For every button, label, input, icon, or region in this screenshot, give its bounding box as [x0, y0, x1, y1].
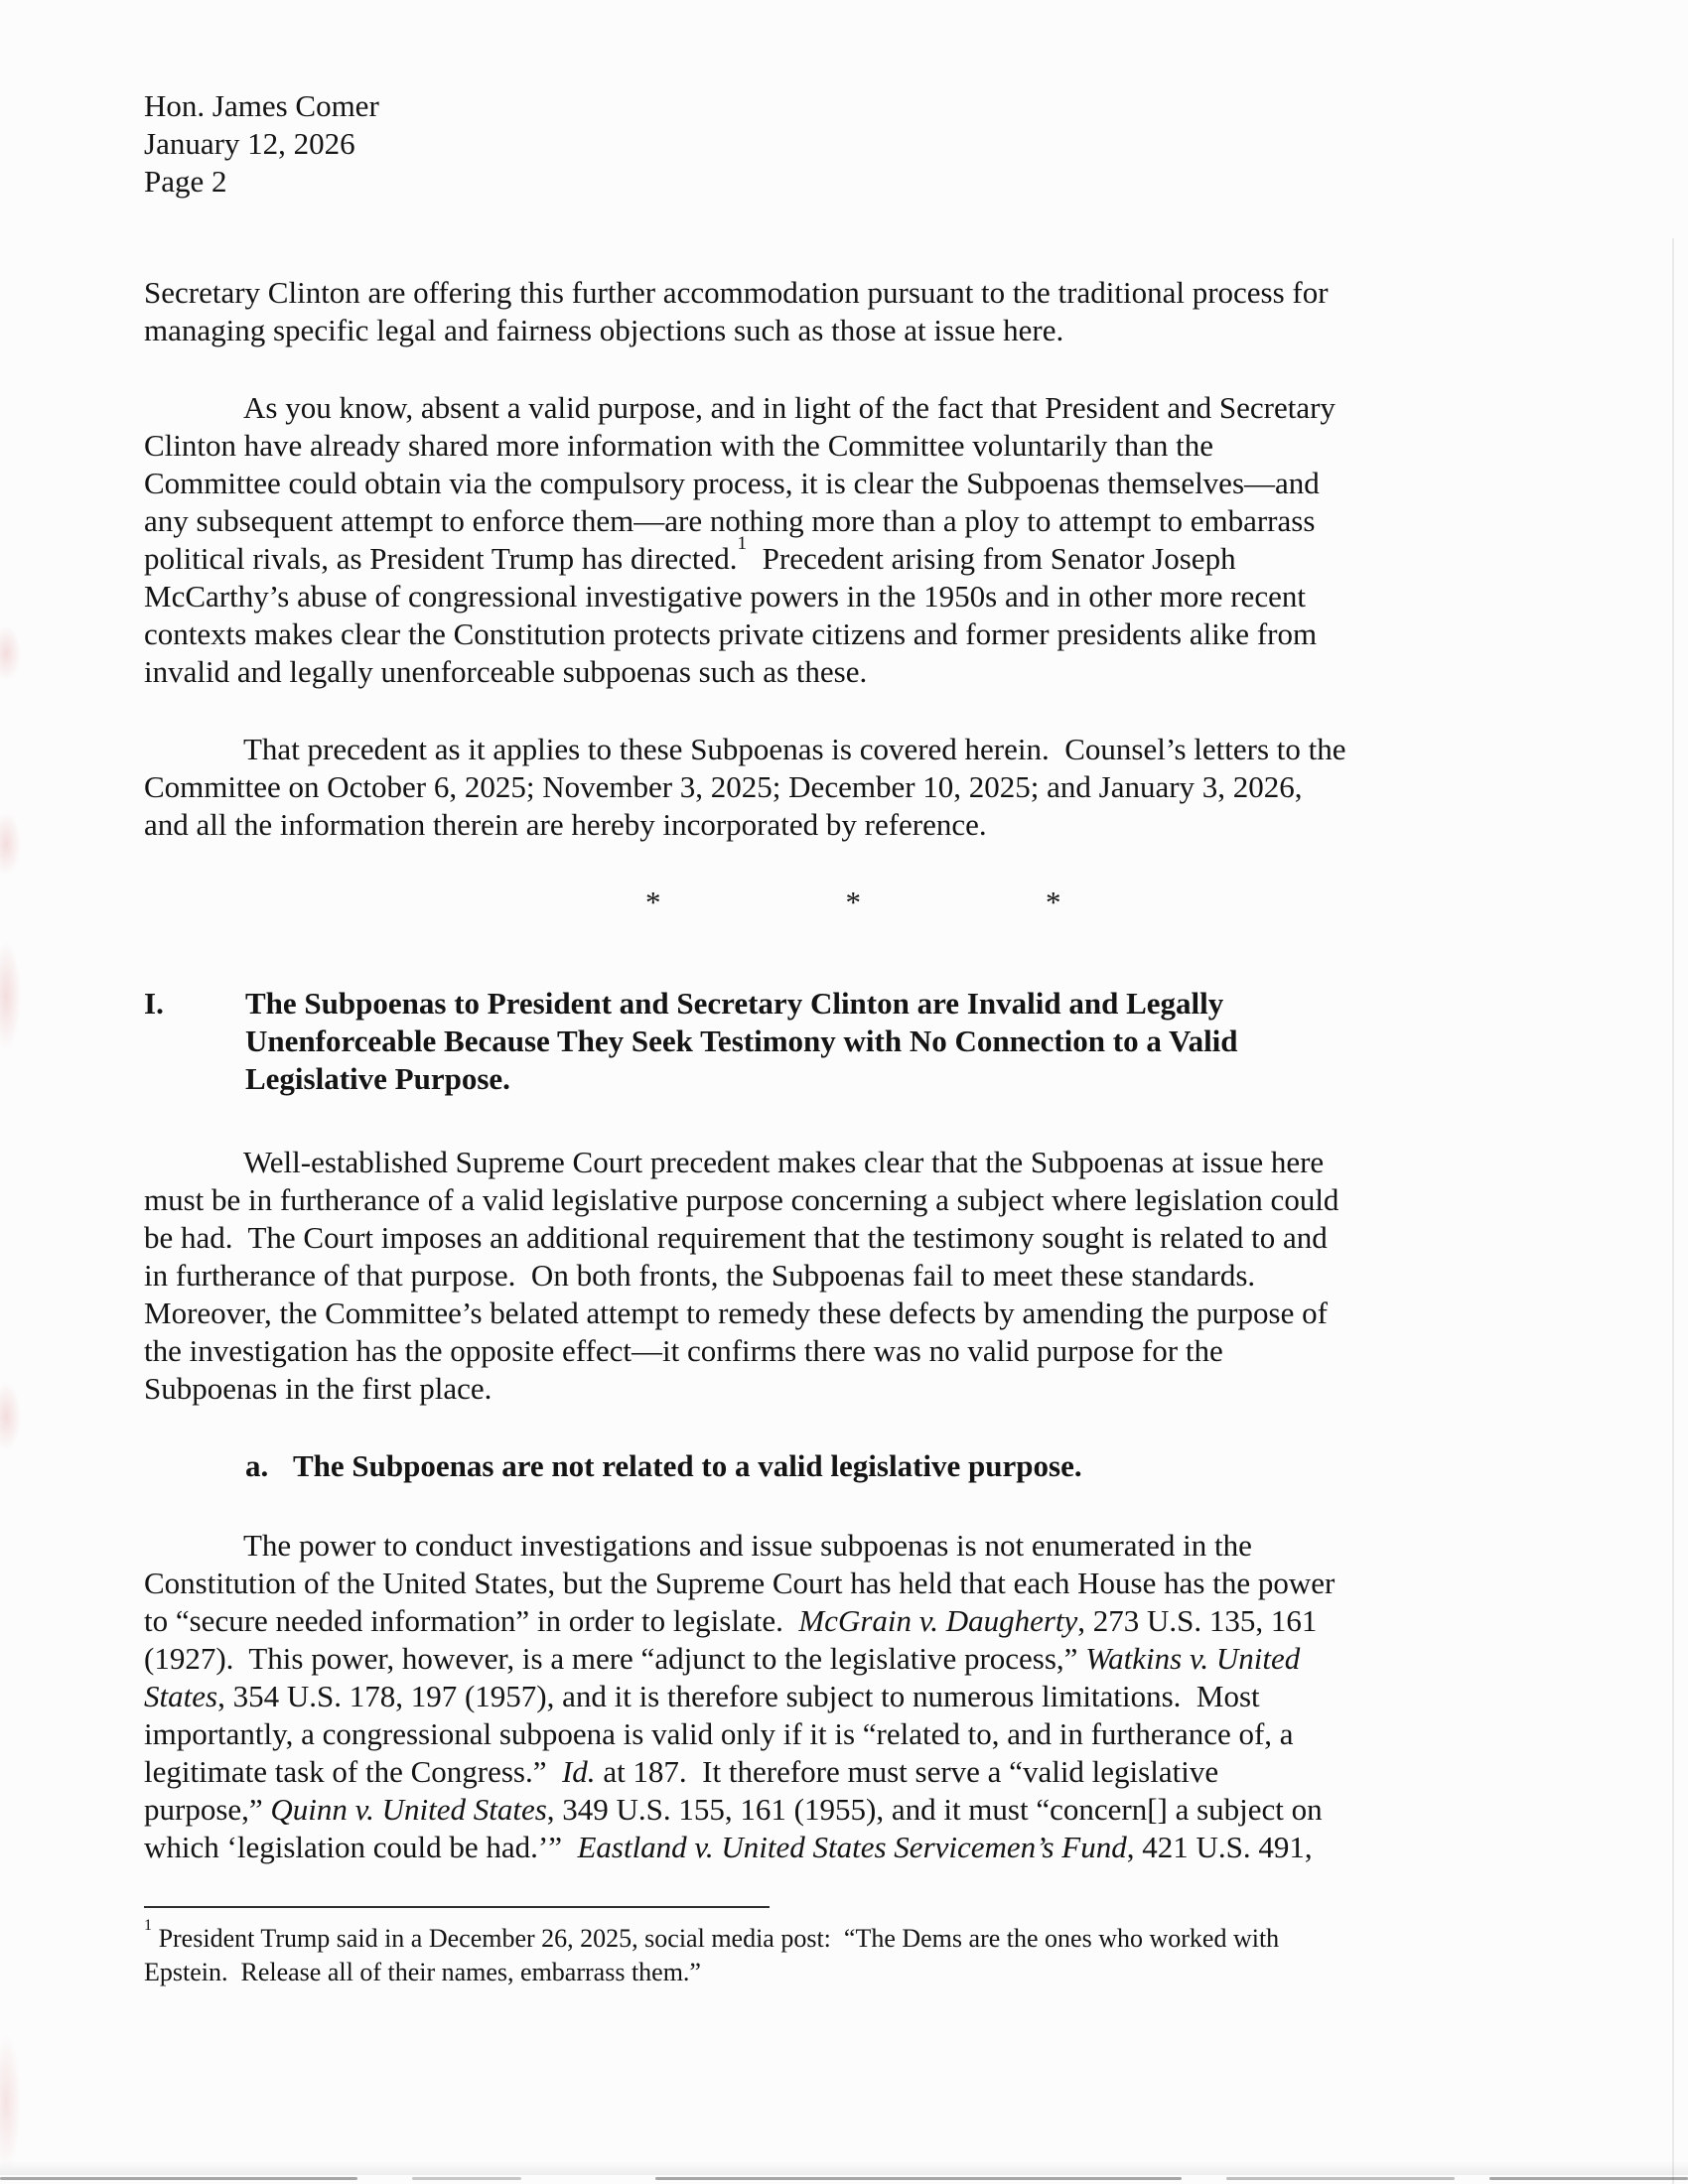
text-line: Committee on October 6, 2025; November 3, 2025; December 10, 2025; and January 3, 2026, [144, 769, 1303, 804]
text-line: and all the information therein are hereby incorporated by reference. [144, 807, 987, 842]
scan-artifact-bottom-shadow [0, 2161, 1688, 2175]
scan-artifact-left-smudge [0, 941, 21, 1050]
text-line: Subpoenas in the first place. [144, 1371, 492, 1406]
text-line: $^1$ President Trump said in a December 26, 2025, social media post: “The Dems are the ones who worked with [144, 1917, 1280, 1953]
text-line: importantly, a congressional subpoena is valid only if it is “related to, and in furtherance of, a [144, 1716, 1294, 1751]
text-line: Unenforceable Because They Seek Testimony with No Connection to a Valid [245, 1024, 1238, 1058]
text-line: As you know, absent a valid purpose, and in light of the fact that President and Secretary [243, 390, 1336, 425]
text-line: States, 354 U.S. 178, 197 (1957), and it is therefore subject to numerous limitations. Most [144, 1679, 1260, 1713]
text-line: Well-established Supreme Court precedent makes clear that the Subpoenas at issue here [243, 1145, 1325, 1179]
text-line: political rivals, as President Trump has directed.$^1$ Precedent arising from Senator Joseph [144, 533, 1236, 576]
scan-artifact-bottom-edge [1489, 2177, 1688, 2180]
letter-header [144, 87, 1465, 201]
text-line: to “secure needed information” in order to legislate. McGrain v. Daugherty, 273 U.S. 135, 161 [144, 1603, 1318, 1638]
letter-body [144, 274, 1465, 1866]
text-line: must be in furtherance of a valid legislative purpose concerning a subject where legislation could [144, 1182, 1339, 1217]
text-line: Constitution of the United States, but the Supreme Court has held that each House has the power [144, 1566, 1336, 1600]
scan-artifact-bottom-edge [1226, 2177, 1455, 2180]
date-line: January 12, 2026 [144, 126, 355, 161]
asterisk: * [1046, 885, 1061, 919]
text-line: Clinton have already shared more information with the Committee voluntarily than the [144, 428, 1213, 463]
section-number: I. [144, 986, 164, 1021]
section-separator [144, 884, 1465, 921]
text-line: legitimate task of the Congress.” Id. at 187. It therefore must serve a “valid legislative [144, 1754, 1219, 1789]
body-paragraph [144, 1527, 1465, 1866]
scan-artifact-left-smudge [0, 625, 21, 681]
scan-artifact-left-smudge [0, 1382, 21, 1451]
text-line: (1927). This power, however, is a mere “adjunct to the legislative process,” Watkins v. United [144, 1641, 1301, 1676]
text-line: The Subpoenas to President and Secretary Clinton are Invalid and Legally [245, 986, 1224, 1021]
text-line: contexts makes clear the Constitution protects private citizens and former presidents alike from [144, 616, 1318, 651]
recipient-line: Hon. James Comer [144, 88, 379, 123]
scan-artifact-bottom-edge [0, 2177, 357, 2180]
text-line: Epstein. Release all of their names, embarrass them.” [144, 1958, 701, 1986]
footnote-section [144, 1906, 1465, 1989]
text-line: McCarthy’s abuse of congressional investigative powers in the 1950s and in other more recent [144, 579, 1306, 614]
body-paragraph [144, 274, 1465, 349]
footnote-text [144, 1917, 1465, 1989]
scan-artifact-left-smudge [0, 2033, 21, 2172]
text-line: purpose,” Quinn v. United States, 349 U.S. 155, 161 (1955), and it must “concern[] a subject on [144, 1792, 1323, 1827]
scan-artifact-bottom-edge [412, 2177, 521, 2180]
page-number-line: Page 2 [144, 164, 227, 199]
text-line: which ‘legislation could be had.’” Eastland v. United States Servicemen’s Fund, 421 U.S. 491, [144, 1830, 1313, 1864]
text-line: Committee could obtain via the compulsory process, it is clear the Subpoenas themselves—and [144, 466, 1320, 500]
body-paragraph [144, 389, 1465, 691]
text-line: any subsequent attempt to enforce them—are nothing more than a ploy to attempt to embarrass [144, 503, 1316, 538]
text-line: the investigation has the opposite effect—it confirms there was no valid purpose for the [144, 1333, 1223, 1368]
subsection-heading: a. The Subpoenas are not related to a valid legislative purpose. [245, 1448, 1082, 1483]
text-line: That precedent as it applies to these Subpoenas is covered herein. Counsel’s letters to the [243, 732, 1346, 766]
body-paragraph [144, 731, 1465, 844]
section-heading-lines [245, 985, 1238, 1098]
footnote-separator-rule [144, 1906, 770, 1908]
scan-artifact-bottom-edge [655, 2177, 1182, 2180]
section-heading [144, 985, 1465, 1098]
text-line: The power to conduct investigations and issue subpoenas is not enumerated in the [243, 1528, 1252, 1563]
text-line: Legislative Purpose. [245, 1061, 510, 1096]
text-line: managing specific legal and fairness objections such as those at issue here. [144, 313, 1064, 347]
text-line: Secretary Clinton are offering this further accommodation pursuant to the traditional process for [144, 275, 1329, 310]
asterisk: * [645, 885, 661, 919]
text-line: Moreover, the Committee’s belated attempt to remedy these defects by amending the purpose of [144, 1296, 1328, 1330]
letter-content [144, 87, 1465, 1989]
text-line: in furtherance of that purpose. On both fronts, the Subpoenas fail to meet these standards. [144, 1258, 1256, 1293]
scan-artifact-left-smudge [0, 812, 21, 876]
text-line: invalid and legally unenforceable subpoenas such as these. [144, 654, 868, 689]
text-line: be had. The Court imposes an additional requirement that the testimony sought is related to and [144, 1220, 1328, 1255]
body-paragraph [144, 1144, 1465, 1408]
subsection-number: a. [245, 1448, 269, 1483]
asterisk: * [845, 885, 861, 919]
scan-artifact-page-edge [1672, 238, 1674, 2184]
